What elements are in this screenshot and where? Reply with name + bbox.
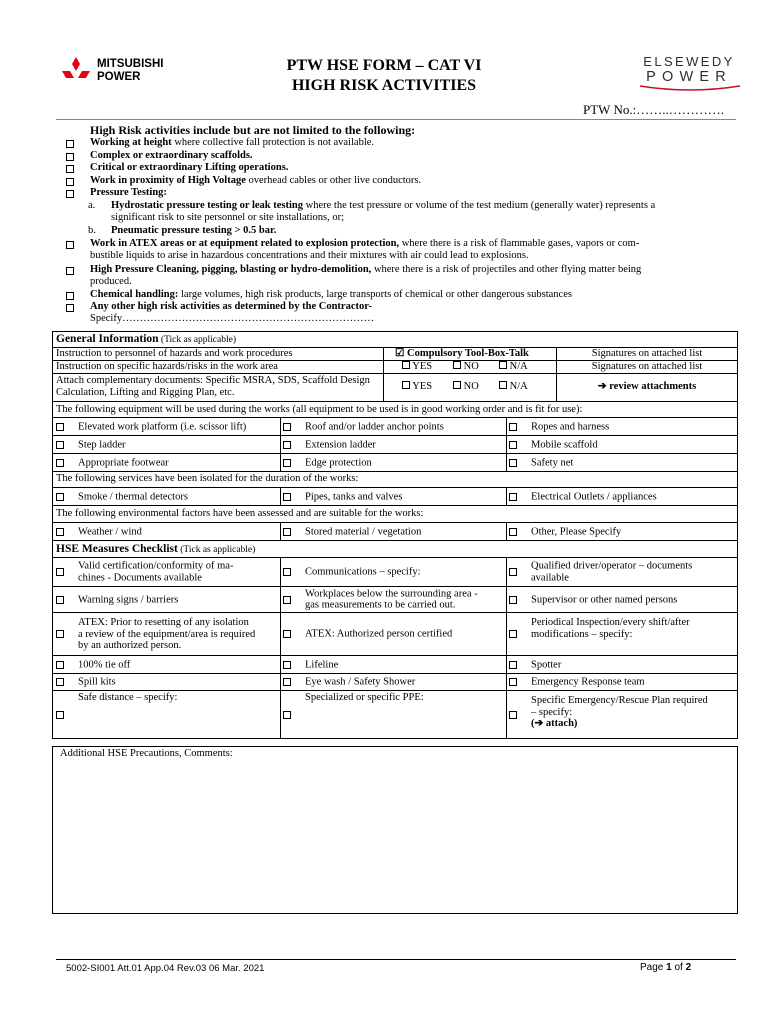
checkbox[interactable]	[509, 423, 517, 431]
checkbox[interactable]	[509, 441, 517, 449]
gi-yes-option[interactable]	[402, 361, 432, 373]
checklist-item[interactable]	[280, 558, 506, 586]
checkbox[interactable]	[509, 678, 517, 686]
checkbox[interactable]	[283, 568, 291, 576]
equipment-item[interactable]	[53, 418, 280, 435]
risk-item-text: where collective fall protection is not available.	[171, 137, 375, 148]
checkbox[interactable]	[56, 493, 64, 501]
pressure-sub-item	[111, 200, 731, 213]
gi-na-label: N/A	[509, 361, 528, 372]
checkbox[interactable]	[509, 661, 517, 669]
checklist-item[interactable]	[53, 691, 280, 738]
risk-item-title: Working at height	[90, 137, 172, 148]
checklist-item-label: ATEX: Authorized person certified	[305, 628, 453, 640]
hse-checklist-note: (Tick as applicable)	[177, 545, 256, 555]
pressure-sub-line2: significant risk to site personnel or site installations, or;	[111, 212, 345, 223]
gi-yes-label: YES	[412, 361, 433, 372]
equipment-item[interactable]	[506, 436, 738, 453]
equipment-item-label: Edge protection	[305, 456, 372, 468]
risk-item-title: Work in ATEX areas or at equipment related to explosion protection,	[90, 238, 400, 249]
risk-item-title: Pressure Testing:	[90, 187, 167, 198]
document-reference: 5002-SI001 Att.01 App.04 Rev.03 06 Mar. 2021	[66, 963, 265, 974]
checklist-item[interactable]	[53, 674, 280, 690]
intro-heading: High Risk activities include but are not limited to the following:	[90, 123, 416, 137]
hse-checklist-title: HSE Measures Checklist	[56, 543, 178, 555]
checkbox[interactable]	[56, 423, 64, 431]
checklist-item-label: Lifeline	[305, 658, 339, 670]
checklist-item-label: Valid certification/conformity of ma- chines - Documents available	[78, 560, 234, 583]
checklist-item[interactable]	[506, 558, 738, 586]
mitsubishi-diamonds-icon	[60, 57, 92, 85]
logo-right-word1: ELSEWEDY	[643, 54, 735, 69]
service-item-label: Electrical Outlets / appliances	[531, 490, 657, 502]
risk-item-line2: produced.	[90, 276, 132, 287]
checkbox[interactable]	[56, 661, 64, 669]
equipment-item-label: Extension ladder	[305, 438, 376, 450]
equipment-item-label: Ropes and harness	[531, 420, 610, 432]
checkbox[interactable]	[509, 459, 517, 467]
gi-na-option[interactable]	[499, 381, 528, 393]
page-indicator	[640, 962, 691, 973]
gi-no-option[interactable]	[453, 361, 479, 373]
risk-checkbox[interactable]	[66, 140, 74, 148]
equipment-item[interactable]	[53, 454, 280, 471]
equipment-heading: The following equipment will be used during the works (all equipment to be used is in good working order and is fit for use):	[56, 404, 583, 415]
risk-item-title: Chemical handling:	[90, 289, 179, 300]
equipment-item-label: Roof and/or ladder anchor points	[305, 420, 444, 432]
gi-row-label: Instruction on specific hazards/risks in the work area	[56, 361, 278, 372]
table-rule	[53, 401, 737, 402]
checkbox[interactable]	[499, 381, 507, 389]
page-total: 2	[685, 962, 692, 973]
hse-main-table	[52, 331, 738, 739]
checklist-item-label: Emergency Response team	[531, 676, 645, 688]
equipment-item-label: Step ladder	[78, 438, 126, 450]
page-number: 1	[666, 962, 672, 973]
form-title	[210, 56, 558, 96]
checkbox[interactable]	[283, 661, 291, 669]
equipment-item-label: Appropriate footwear	[78, 456, 169, 468]
checklist-item[interactable]	[280, 674, 506, 690]
logo-left-sub: POWER	[97, 70, 141, 83]
pressure-sub-text: where the test pressure or volume of the test medium (generally water) represents a	[303, 200, 656, 211]
equipment-item[interactable]	[53, 436, 280, 453]
checklist-item[interactable]	[53, 656, 280, 673]
checkbox[interactable]	[402, 361, 410, 369]
checkbox[interactable]	[453, 381, 461, 389]
header-divider	[56, 119, 736, 120]
risk-checkbox[interactable]	[66, 178, 74, 186]
gi-no-option[interactable]	[453, 381, 479, 393]
gi-row-label: Instruction to personnel of hazards and work procedures	[56, 348, 293, 359]
checkbox[interactable]	[56, 528, 64, 536]
ptw-number-field[interactable]: PTW No.:……..………….	[583, 102, 724, 117]
environment-item-label: Stored material / vegetation	[305, 525, 422, 537]
risk-item-title: Critical or extraordinary Lifting operations.	[90, 162, 289, 173]
service-item[interactable]	[506, 488, 738, 505]
equipment-item-label: Safety net	[531, 456, 574, 468]
risk-checkbox[interactable]	[66, 190, 74, 198]
logo-swoosh-icon	[638, 85, 742, 93]
checklist-item-label: Eye wash / Safety Shower	[305, 676, 416, 688]
equipment-item-label: Mobile scaffold	[531, 438, 598, 450]
equipment-item[interactable]	[280, 418, 506, 435]
risk-checkbox[interactable]	[66, 165, 74, 173]
checkbox[interactable]	[283, 423, 291, 431]
comments-box[interactable]	[52, 746, 738, 914]
review-attachments-link[interactable]: ➔ review attachments	[597, 381, 697, 392]
checkbox[interactable]	[56, 459, 64, 467]
footer-divider	[56, 959, 736, 960]
checkbox[interactable]	[509, 493, 517, 501]
checkbox[interactable]	[453, 361, 461, 369]
checklist-item[interactable]	[506, 691, 738, 738]
logo-left-name: MITSUBISHI	[97, 58, 164, 70]
risk-checkbox[interactable]	[66, 241, 74, 249]
toolbox-talk-option[interactable]: ☑ Compulsory Tool-Box-Talk	[395, 348, 529, 359]
service-item-label: Smoke / thermal detectors	[78, 490, 188, 502]
risk-item-text: overhead cables or other live conductors.	[245, 175, 422, 186]
checklist-item[interactable]	[53, 613, 280, 655]
general-info-heading	[56, 333, 236, 346]
gi-na-option[interactable]	[499, 361, 528, 373]
pressure-sub-title: Pneumatic pressure testing > 0.5 bar.	[111, 225, 277, 236]
mitsubishi-power-logo	[60, 55, 190, 89]
risk-item-text: where there is a risk of projectiles and other flying matter being	[371, 264, 642, 275]
checkbox[interactable]	[509, 711, 517, 719]
checklist-item-label: Workplaces below the surrounding area - gas measurements to be carried out.	[305, 588, 478, 611]
checkbox[interactable]	[283, 630, 291, 638]
pressure-sub-title: Hydrostatic pressure testing or leak testing	[111, 200, 304, 211]
checklist-item[interactable]	[280, 691, 506, 738]
checklist-item-text: Specific Emergency/Rescue Plan required – specify:	[531, 695, 708, 718]
gi-yes-option[interactable]	[402, 381, 432, 393]
gi-no-label: NO	[463, 381, 479, 392]
checkbox[interactable]	[283, 711, 291, 719]
general-info-note: (Tick as applicable)	[158, 335, 237, 345]
environment-item-label: Other, Please Specify	[531, 525, 622, 537]
equipment-item[interactable]	[506, 418, 738, 435]
environment-item[interactable]	[280, 523, 506, 540]
checklist-item[interactable]	[506, 587, 738, 612]
hse-checklist-heading	[56, 543, 255, 556]
comments-label: Additional HSE Precautions, Comments:	[60, 748, 233, 759]
table-rule	[53, 373, 737, 374]
gi-na-label: N/A	[509, 381, 528, 392]
table-rule	[53, 505, 737, 506]
checklist-item[interactable]	[280, 613, 506, 655]
service-item[interactable]	[53, 488, 280, 505]
table-rule	[383, 347, 384, 401]
form-title-line2: HIGH RISK ACTIVITIES	[291, 77, 477, 94]
checkbox[interactable]	[56, 630, 64, 638]
checklist-item[interactable]	[506, 674, 738, 690]
environment-item-label: Weather / wind	[78, 525, 142, 537]
checkbox[interactable]	[283, 678, 291, 686]
service-item[interactable]	[280, 488, 506, 505]
equipment-item-label: Elevated work platform (i.e. scissor lift)	[78, 420, 247, 432]
page-separator: of	[671, 962, 686, 973]
checklist-item-label: ATEX: Prior to resetting of any isolation a review of the equipment/area is required by an authorized person.	[78, 616, 256, 651]
equipment-item[interactable]	[506, 454, 738, 471]
checklist-item[interactable]	[506, 656, 738, 673]
gi-no-label: NO	[463, 361, 479, 372]
checkbox[interactable]	[56, 441, 64, 449]
checklist-item-label: Safe distance – specify:	[78, 692, 178, 703]
logo-right-word2: POWER	[646, 69, 732, 85]
risk-item-specify[interactable]: Specify………………………………………………………………	[90, 313, 375, 324]
services-heading: The following services have been isolated for the duration of the works:	[56, 473, 359, 484]
elsewedy-power-logo	[632, 54, 746, 92]
checkbox[interactable]	[283, 441, 291, 449]
checklist-item[interactable]	[53, 587, 280, 612]
gi-row-note: Signatures on attached list	[591, 348, 703, 359]
checklist-item-label: Specialized or specific PPE:	[305, 692, 424, 703]
pressure-sub-item	[111, 225, 276, 238]
checkbox[interactable]	[56, 596, 64, 604]
risk-item-title: Complex or extraordinary scaffolds.	[90, 150, 253, 161]
checklist-item-label: Warning signs / barriers	[78, 593, 179, 605]
service-item-label: Pipes, tanks and valves	[305, 490, 403, 502]
checklist-item[interactable]	[53, 558, 280, 586]
page-prefix: Page	[640, 962, 667, 973]
attach-note: (➔ attach)	[531, 718, 578, 729]
equipment-item[interactable]	[280, 436, 506, 453]
checkbox[interactable]	[509, 596, 517, 604]
checkbox[interactable]	[509, 568, 517, 576]
pressure-sub-marker: a.	[88, 200, 96, 211]
pressure-sub-marker: b.	[88, 225, 96, 236]
risk-item-title: High Pressure Cleaning, pigging, blasting or hydro-demolition,	[90, 264, 372, 275]
checkbox[interactable]	[509, 630, 517, 638]
risk-item-text: where there is a risk of flammable gases, vapors or com-	[399, 238, 640, 249]
checkbox[interactable]	[56, 711, 64, 719]
risk-item-line2: bustible liquids to arise in hazardous concentrations and their mixtures with air could lead to explosions.	[90, 250, 529, 261]
risk-checkbox[interactable]	[66, 153, 74, 161]
checklist-item-label: 100% tie off	[78, 658, 131, 670]
checkbox[interactable]	[509, 528, 517, 536]
checklist-item-label: Spill kits	[78, 676, 116, 688]
gi-row-note: Signatures on attached list	[591, 361, 703, 372]
checklist-item-label: Periodical Inspection/every shift/after modifications – specify:	[531, 617, 690, 640]
checkbox[interactable]	[56, 678, 64, 686]
table-rule	[53, 540, 737, 541]
risk-item-title: Work in proximity of High Voltage	[90, 175, 246, 186]
environment-item[interactable]	[506, 523, 738, 540]
risk-checkbox[interactable]	[66, 267, 74, 275]
gi-yes-label: YES	[412, 381, 433, 392]
risk-checkbox[interactable]	[66, 304, 74, 312]
checklist-item-label: Supervisor or other named persons	[531, 593, 678, 605]
checklist-item-label	[531, 695, 735, 730]
table-rule	[53, 471, 737, 472]
form-title-line1: PTW HSE FORM – CAT VI	[286, 57, 482, 74]
checkbox[interactable]	[56, 568, 64, 576]
checklist-item-label: Spotter	[531, 658, 562, 670]
gi-row-label: Attach complementary documents: Specific MSRA, SDS, Scaffold Design Calculation, Lifting and Rigging Plan, etc.	[56, 375, 370, 398]
risk-checkbox[interactable]	[66, 292, 74, 300]
checkbox[interactable]	[283, 459, 291, 467]
environment-item[interactable]	[53, 523, 280, 540]
checklist-item[interactable]	[280, 656, 506, 673]
checklist-item[interactable]	[280, 587, 506, 612]
general-info-title: General Information	[56, 333, 159, 345]
checklist-item-label: Communications – specify:	[305, 566, 421, 578]
checkbox[interactable]	[283, 493, 291, 501]
checkbox[interactable]	[283, 528, 291, 536]
checkbox[interactable]	[499, 361, 507, 369]
risk-item-text: large volumes, high risk products, large transports of chemical or other dangerous substances	[178, 289, 572, 300]
checklist-item-label: Qualified driver/operator – documents available	[531, 560, 693, 583]
equipment-item[interactable]	[280, 454, 506, 471]
checkbox[interactable]	[402, 381, 410, 389]
checkbox[interactable]	[283, 596, 291, 604]
risk-item-title: Any other high risk activities as determined by the Contractor-	[90, 301, 373, 312]
environment-heading: The following environmental factors have been assessed and are suitable for the works:	[56, 508, 424, 519]
checklist-item[interactable]	[506, 613, 738, 655]
